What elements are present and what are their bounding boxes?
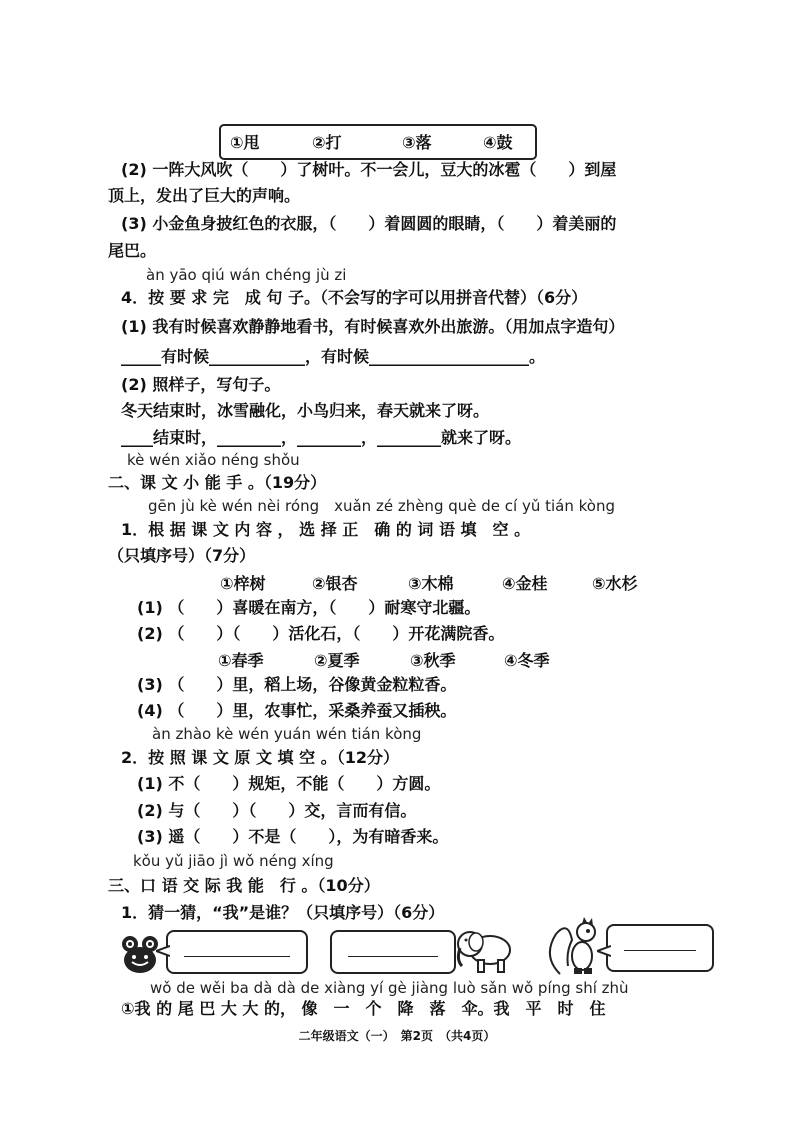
q4-2-blank-line[interactable]: ____结束时，________，________，________就来了呀。 [121, 428, 522, 447]
answer-bubble-2[interactable] [330, 930, 456, 974]
squirrel-icon [546, 916, 604, 978]
pinyin-section-2: kè wén xiǎo néng shǒu [127, 451, 300, 469]
s2-q2-title: 2．按 照 课 文 原 文 填 空 。（12分） [121, 748, 399, 767]
season-option-3: ③秋季 [410, 651, 456, 670]
q3-3-line-a: (3) 小金鱼身披红色的衣服，（ ）着圆圆的眼睛，（ ）着美丽的 [121, 214, 617, 233]
s2-q2-item-2[interactable]: (2) 与（ ）（ ）交，言而有信。 [137, 801, 417, 820]
s2-q2-item-3[interactable]: (3) 遥（ ）不是（ ），为有暗香来。 [137, 827, 449, 846]
s2-q1-item-1[interactable]: (1) （ ）喜暖在南方，（ ）耐寒守北疆。 [137, 598, 481, 617]
option-4: ④鼓 [483, 133, 513, 152]
option-2: ②打 [312, 133, 342, 152]
section-2-title: 二、课 文 小 能 手 。（19分） [108, 473, 327, 492]
answer-bubble-1[interactable] [166, 930, 308, 974]
pinyin-section-3: kǒu yǔ jiāo jì wǒ néng xíng [133, 852, 334, 870]
s2-q1-title: 1．根 据 课 文 内 容 ， 选 择 正 确 的 词 语 填 空 。 [121, 520, 531, 539]
season-option-1: ①春季 [218, 651, 264, 670]
q4-2-example: 冬天结束时，冰雪融化，小鸟归来，春天就来了呀。 [121, 401, 490, 420]
s3-q1-title: 1．猜一猜，“我”是谁？（只填序号）（6分） [121, 903, 445, 922]
tree-option-5: ⑤水杉 [592, 574, 638, 593]
tree-option-3: ③木棉 [408, 574, 454, 593]
bubble-tail-1 [156, 944, 170, 958]
option-3: ③落 [402, 133, 432, 152]
q3-2-line-b: 顶上，发出了巨大的声响。 [108, 186, 301, 205]
bubble-tail-3 [597, 944, 611, 958]
q4-1: (1) 我有时候喜欢静静地看书，有时候喜欢外出旅游。（用加点字造句） [121, 317, 625, 336]
tree-option-4: ④金桂 [502, 574, 548, 593]
pinyin-s2-q2: àn zhào kè wén yuán wén tián kòng [152, 725, 422, 743]
option-1: ①甩 [230, 133, 260, 152]
page-footer: 二年级语文（一） 第2页 （共4页） [298, 1029, 496, 1043]
answer-bubble-3[interactable] [606, 924, 714, 972]
q3-2-line-a: (2) 一阵大风吹（ ）了树叶。不一会儿，豆大的冰雹（ ）到屋 [121, 160, 617, 179]
s2-q1-note: （只填序号）（7分） [108, 546, 256, 565]
pinyin-s2-q1: gēn jù kè wén nèi róng xuǎn zé zhèng què de cí yǔ tián kòng [148, 497, 615, 515]
s3-q1-riddle-1: ①我 的 尾 巴 大 大 的， 像 一 个 降 落 伞。我 平 时 住 [121, 999, 606, 1018]
answer-blank-3[interactable] [624, 950, 696, 951]
s2-q1-item-2[interactable]: (2) （ ）（ ）活化石，（ ）开花满院香。 [137, 624, 505, 643]
q4-2: (2) 照样子，写句子。 [121, 375, 281, 394]
q4-1-blank-line[interactable]: _____有时候____________，有时候____________________。 [121, 347, 546, 366]
section-3-title: 三、口 语 交 际 我 能 行 。（10分） [108, 876, 380, 895]
season-option-2: ②夏季 [314, 651, 360, 670]
season-option-4: ④冬季 [504, 651, 550, 670]
pinyin-q4: àn yāo qiú wán chéng jù zi [146, 266, 347, 284]
s2-q1-item-3[interactable]: (3) （ ）里，稻上场，谷像黄金粒粒香。 [137, 675, 457, 694]
s2-q1-item-4[interactable]: (4) （ ）里，农事忙，采桑养蚕又插秧。 [137, 701, 457, 720]
tree-option-2: ②银杏 [312, 574, 358, 593]
answer-blank-1[interactable] [184, 956, 290, 957]
pinyin-s3-q1: wǒ de wěi ba dà dà de xiàng yí gè jiàng luò sǎn wǒ píng shí zhù [150, 979, 629, 997]
elephant-icon [454, 926, 514, 976]
q3-3-line-b: 尾巴。 [108, 241, 157, 260]
tree-option-1: ①梓树 [220, 574, 266, 593]
answer-blank-2[interactable] [348, 956, 438, 957]
s2-q2-item-1[interactable]: (1) 不（ ）规矩，不能（ ）方圆。 [137, 774, 441, 793]
q4-title: 4．按 要 求 完 成 句 子。（不会写的字可以用拼音代替）（6分） [121, 288, 588, 307]
